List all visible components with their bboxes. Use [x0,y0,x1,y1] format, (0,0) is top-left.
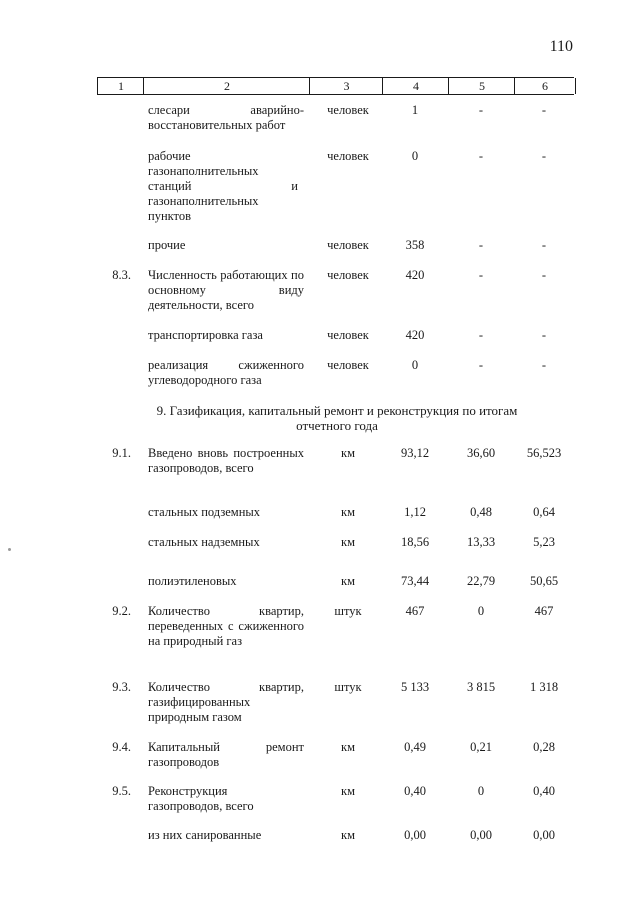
row-value-col5: - [478,328,484,342]
row-value-col5: - [478,268,484,282]
row-number: 9.4. [112,740,131,754]
row-number: 9.1. [112,446,131,460]
header-col-6: 6 [514,78,576,94]
row-unit: человек [327,238,369,252]
row-value-col6: - [541,268,547,282]
row-indicator: Введено вновь построенных газопроводов, всего [148,446,304,475]
row-value-col6: 0,64 [533,505,555,519]
row-unit: человек [327,103,369,117]
row-value-col4: 420 [405,328,425,342]
header-col-4: 4 [382,78,449,94]
scan-margin-dot [8,548,11,551]
row-value-col5: - [478,358,484,372]
row-unit: км [341,446,355,460]
row-value-col6: 467 [534,604,554,618]
row-value-col4: 93,12 [400,446,430,460]
row-value-col6: - [541,149,547,163]
row-indicator: Количество квартир, газифицированных природным газом [148,680,304,724]
row-indicator: реализация сжиженного углеводородного газа [148,358,304,387]
row-value-col4: 0,49 [404,740,426,754]
row-value-col5: 36,60 [466,446,496,460]
row-unit: человек [327,268,369,282]
row-unit: человек [327,149,369,163]
table-header-bottom-rule [97,94,574,95]
row-value-col6: 5,23 [533,535,555,549]
row-value-col5: - [478,103,484,117]
row-value-col6: 0,40 [533,784,555,798]
row-indicator: Количество квартир, переведенных с сжиженного на природный газ [148,604,304,648]
row-value-col4: 0,00 [404,828,426,842]
header-col-3: 3 [309,78,383,94]
row-value-col5: 0 [477,604,485,618]
row-number: 9.2. [112,604,131,618]
row-value-col4: 1,12 [404,505,426,519]
row-indicator: Реконструкция газопроводов, всего [148,784,254,813]
row-indicator: прочие [148,238,186,252]
section-title: 9. Газификация, капитальный ремонт и реконструкция по итогам отчетного года [156,403,518,433]
row-value-col5: 0,21 [470,740,492,754]
row-value-col5: 0,48 [470,505,492,519]
row-unit: км [341,505,355,519]
row-value-col6: 56,523 [526,446,562,460]
row-value-col6: 1 318 [529,680,559,694]
header-col-2: 2 [143,78,310,94]
page-number: 110 [549,38,573,55]
row-value-col5: 22,79 [466,574,496,588]
row-indicator: слесари аварийно-восстановительных работ [148,103,304,132]
row-unit: км [341,535,355,549]
row-value-col6: - [541,103,547,117]
row-indicator: Капитальный ремонт газопроводов [148,740,304,769]
header-col-5: 5 [448,78,515,94]
row-value-col4: 0,40 [404,784,426,798]
row-value-col6: 0,28 [533,740,555,754]
row-number: 9.3. [112,680,131,694]
row-value-col4: 1 [411,103,419,117]
row-unit: штук [334,604,362,618]
row-value-col4: 0 [411,149,419,163]
row-unit: человек [327,358,369,372]
row-indicator: рабочие газонаполнительных станций и газонаполнительных пунктов [148,149,298,223]
header-col-1: 1 [97,78,144,94]
row-value-col4: 5 133 [400,680,430,694]
row-value-col5: - [478,238,484,252]
row-value-col4: 73,44 [400,574,430,588]
row-unit: км [341,828,355,842]
row-number: 9.5. [112,784,131,798]
row-value-col6: - [541,238,547,252]
row-indicator: Численность работающих по основному виду деятельности, всего [148,268,304,312]
row-number: 8.3. [112,268,131,282]
row-unit: км [341,574,355,588]
row-unit: штук [334,680,362,694]
row-unit: км [341,784,355,798]
row-value-col4: 358 [405,238,425,252]
row-value-col4: 0 [411,358,419,372]
row-unit: км [341,740,355,754]
row-value-col4: 467 [405,604,425,618]
row-value-col6: - [541,358,547,372]
row-value-col6: 0,00 [533,828,555,842]
row-unit: человек [327,328,369,342]
row-value-col5: 3 815 [466,680,496,694]
row-value-col6: - [541,328,547,342]
row-indicator: стальных надземных [148,535,260,549]
row-value-col5: 0,00 [470,828,492,842]
row-value-col5: - [478,149,484,163]
row-value-col4: 18,56 [400,535,430,549]
row-value-col5: 13,33 [466,535,496,549]
row-value-col4: 420 [405,268,425,282]
row-indicator: полиэтиленовых [148,574,237,588]
row-indicator: из них санированные [148,828,262,842]
row-indicator: стальных подземных [148,505,261,519]
row-indicator: транспортировка газа [148,328,263,342]
row-value-col6: 50,65 [529,574,559,588]
row-value-col5: 0 [477,784,485,798]
